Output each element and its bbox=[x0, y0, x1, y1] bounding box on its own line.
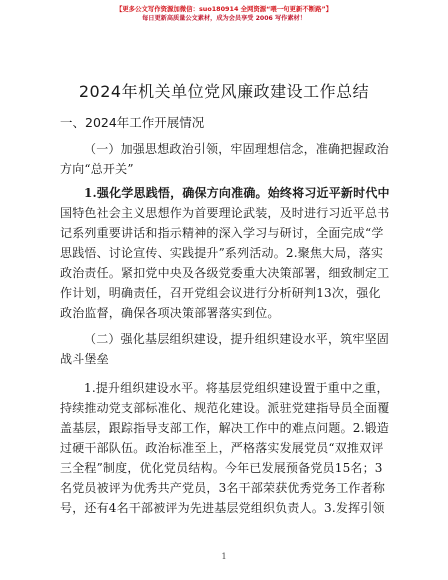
paragraph-4-line-5: 三全程”制度，优化党员结构。今年已发展预备党员15名；3 bbox=[60, 461, 383, 475]
paragraph-2-line-5: 政治责任。紧扣党中央及各级党委重大决策部署，细致制定工 bbox=[60, 266, 390, 280]
paragraph-2-line-1: 1.强化学思践悟，确保方向准确。始终将习近平新时代中 bbox=[84, 186, 390, 200]
paragraph-2-line-3: 记系列重要讲话和指示精神的深入学习与研讨，全面完成“学 bbox=[60, 226, 384, 240]
banner-line-2: 每日更新高质量公文素材，成为会员享受 2006 写作素材！ bbox=[142, 15, 306, 22]
paragraph-2-line-4: 思践悟、讨论宣传、实践提升”系列活动。2.聚焦大局，落实 bbox=[60, 246, 384, 260]
paragraph-2-line-7: 政治监督，确保各项决策部署落实到位。 bbox=[60, 306, 280, 320]
banner-line-1: 【更多公文写作资源加微信：suo180914 全网资源“喂一句更新不断路”】 bbox=[115, 5, 333, 13]
section-heading-1: 一、2024年工作开展情况 bbox=[60, 115, 205, 130]
paragraph-4-line-1: 1.提升组织建设水平。将基层党组织建设置于重中之重， bbox=[84, 381, 389, 395]
paragraph-3-line-2: 战斗堡垒 bbox=[60, 352, 109, 366]
paragraph-4-line-7: 号，还有4名干部被评为先进基层党组织负责人。3.发挥引领 bbox=[60, 501, 385, 515]
paragraph-4-line-2: 持续推动党支部标准化、规范化建设。派驻党建指导员全面覆 bbox=[60, 401, 390, 415]
page-number: 1 bbox=[221, 552, 227, 561]
document-title: 2024年机关单位党风廉政建设工作总结 bbox=[78, 82, 370, 101]
paragraph-4-line-6: 名党员被评为优秀共产党员，3名干部荣获优秀党务工作者称 bbox=[60, 481, 386, 495]
paragraph-1-line-1: （一）加强思想政治引领，牢固理想信念，准确把握政治 bbox=[84, 142, 390, 156]
header-banner bbox=[0, 4, 448, 24]
paragraph-3-line-1: （二）强化基层组织建设，提升组织建设水平，筑牢坚固 bbox=[84, 332, 390, 346]
paragraph-4-line-3: 盖基层，跟踪指导支部工作，解决工作中的难点问题。2.锻造 bbox=[60, 421, 390, 435]
paragraph-2-line-6: 作计划，明确责任，召开党组会议进行分析研判13次，强化 bbox=[60, 286, 381, 300]
paragraph-2-line-2: 国特色社会主义思想作为首要理论武装，及时进行习近平总书 bbox=[60, 206, 390, 220]
paragraph-4-line-4: 过硬干部队伍。政治标准至上，严格落实发展党员“双推双评 bbox=[60, 441, 384, 455]
paragraph-1-line-2: 方向“总开关” bbox=[60, 162, 134, 176]
